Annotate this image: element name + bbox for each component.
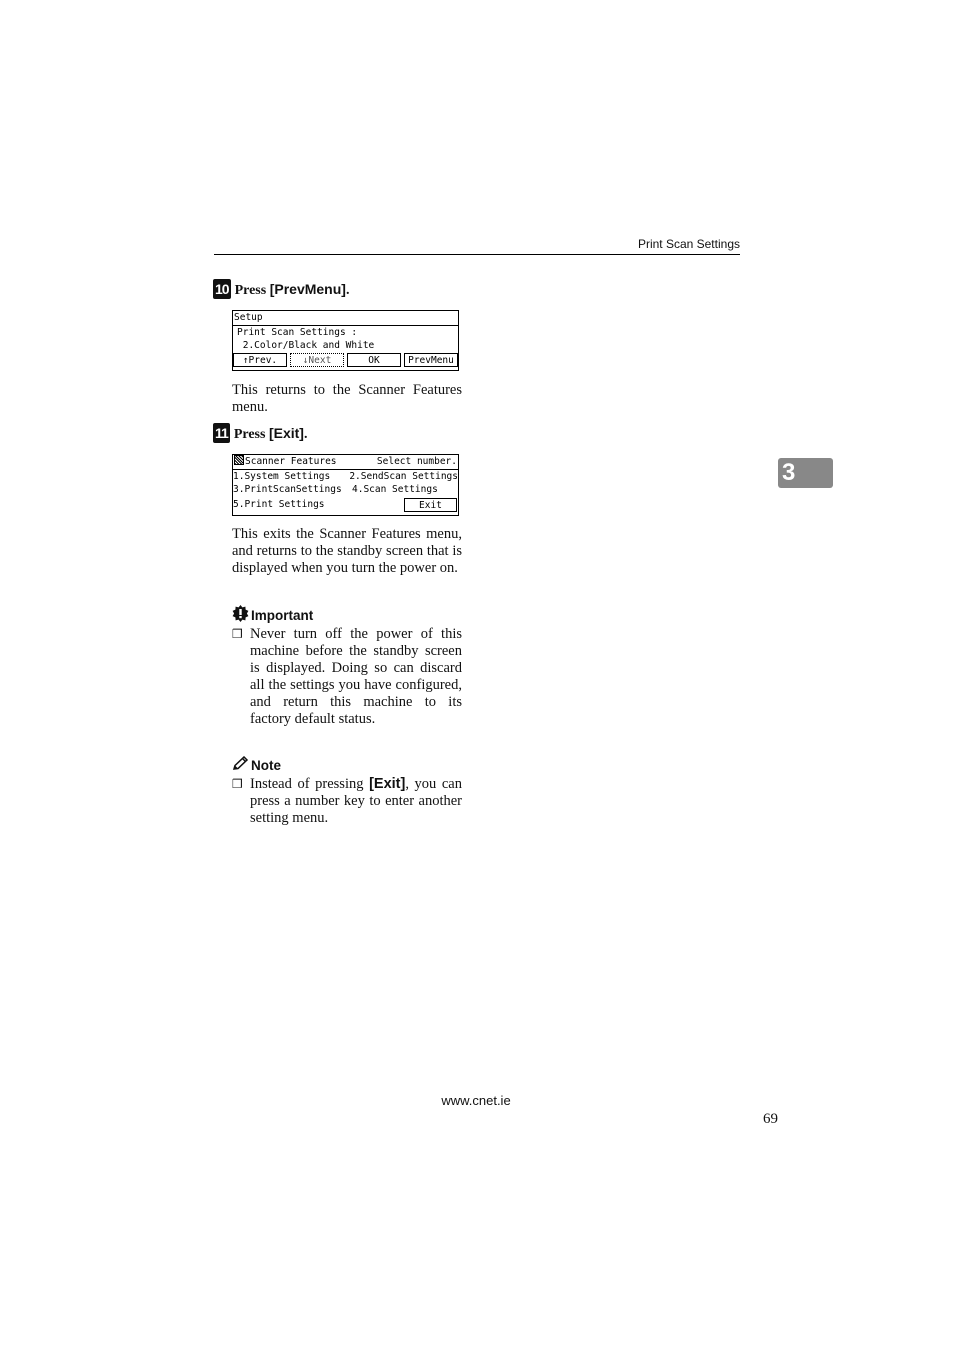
step-11-heading bbox=[213, 423, 307, 443]
important-item bbox=[232, 626, 462, 728]
step-instruction bbox=[235, 281, 350, 299]
lcd-hint: Select number. bbox=[376, 456, 457, 467]
prevmenu-button[interactable]: PrevMenu bbox=[404, 353, 458, 367]
important-text: Never turn off the power of this machine before the standby screen is displayed. Doing so can discard all the settings you have configured, and return this machine to its factory default status. bbox=[250, 626, 462, 727]
note-text-suffix: , you can press a number key to enter another setting menu. bbox=[250, 776, 462, 826]
exit-key-label: [Exit] bbox=[369, 776, 406, 792]
lcd-line: Print Scan Settings : bbox=[237, 327, 358, 338]
step-number: 11 bbox=[215, 425, 228, 441]
scanner-icon bbox=[234, 455, 244, 465]
menu-print-settings[interactable]: 5.Print Settings bbox=[233, 499, 325, 510]
menu-system-settings[interactable]: 1.System Settings bbox=[233, 471, 331, 482]
note-text bbox=[250, 776, 462, 827]
step-11-description: This exits the Scanner Features menu, and returns to the standby screen that is displayed when you turn the power on. bbox=[232, 526, 462, 576]
step-number: 10 bbox=[215, 281, 229, 297]
lcd-title bbox=[234, 455, 337, 469]
checkbox-icon: ❒ bbox=[232, 777, 243, 791]
menu-printscan-settings[interactable]: 3.PrintScanSettings bbox=[233, 484, 342, 495]
ok-button[interactable]: OK bbox=[347, 353, 401, 367]
exit-button[interactable]: Exit bbox=[404, 498, 457, 512]
step-suffix: . bbox=[345, 283, 350, 298]
lcd-title: Setup bbox=[233, 311, 458, 326]
step-suffix: . bbox=[303, 427, 308, 442]
prevmenu-key-label: [PrevMenu] bbox=[269, 281, 346, 297]
prev-button[interactable]: ↑Prev. bbox=[233, 353, 287, 367]
step-prefix: Press bbox=[234, 283, 270, 298]
lcd-scanner-features-screen bbox=[232, 454, 459, 516]
important-heading bbox=[232, 605, 313, 625]
lcd-menu-row bbox=[233, 496, 458, 513]
lcd-line: 2.Color/Black and White bbox=[237, 340, 375, 351]
next-button[interactable]: ↓Next bbox=[290, 353, 344, 367]
pencil-icon bbox=[232, 756, 249, 774]
step-10-heading bbox=[213, 279, 349, 299]
important-label: Important bbox=[251, 607, 314, 623]
page-number: 69 bbox=[763, 1111, 778, 1127]
lcd-menu-row bbox=[233, 483, 458, 496]
important-icon bbox=[232, 605, 249, 625]
lcd-menu-row bbox=[233, 470, 458, 483]
menu-sendscan-settings[interactable]: 2.SendScan Settings bbox=[349, 471, 458, 482]
lcd-setup-screen bbox=[232, 310, 459, 371]
note-text-prefix: Instead of pressing bbox=[250, 776, 370, 792]
chapter-tab: 3 bbox=[778, 458, 833, 488]
note-item bbox=[232, 776, 462, 827]
lcd-button-bar bbox=[233, 352, 458, 369]
checkbox-icon: ❒ bbox=[232, 627, 243, 641]
running-header: Print Scan Settings bbox=[637, 237, 740, 251]
step-instruction bbox=[234, 425, 308, 443]
lcd-title-bar bbox=[233, 455, 458, 470]
note-label: Note bbox=[251, 757, 281, 773]
footer-url: www.cnet.ie bbox=[441, 1093, 511, 1108]
step-prefix: Press bbox=[233, 427, 269, 442]
lcd-title-text: Scanner Features bbox=[245, 456, 337, 467]
note-heading bbox=[232, 756, 281, 774]
exit-key-label: [Exit] bbox=[268, 425, 304, 441]
step-10-description: This returns to the Scanner Features menu. bbox=[232, 382, 462, 415]
header-divider bbox=[214, 254, 740, 255]
menu-scan-settings[interactable]: 4.Scan Settings bbox=[352, 484, 438, 495]
